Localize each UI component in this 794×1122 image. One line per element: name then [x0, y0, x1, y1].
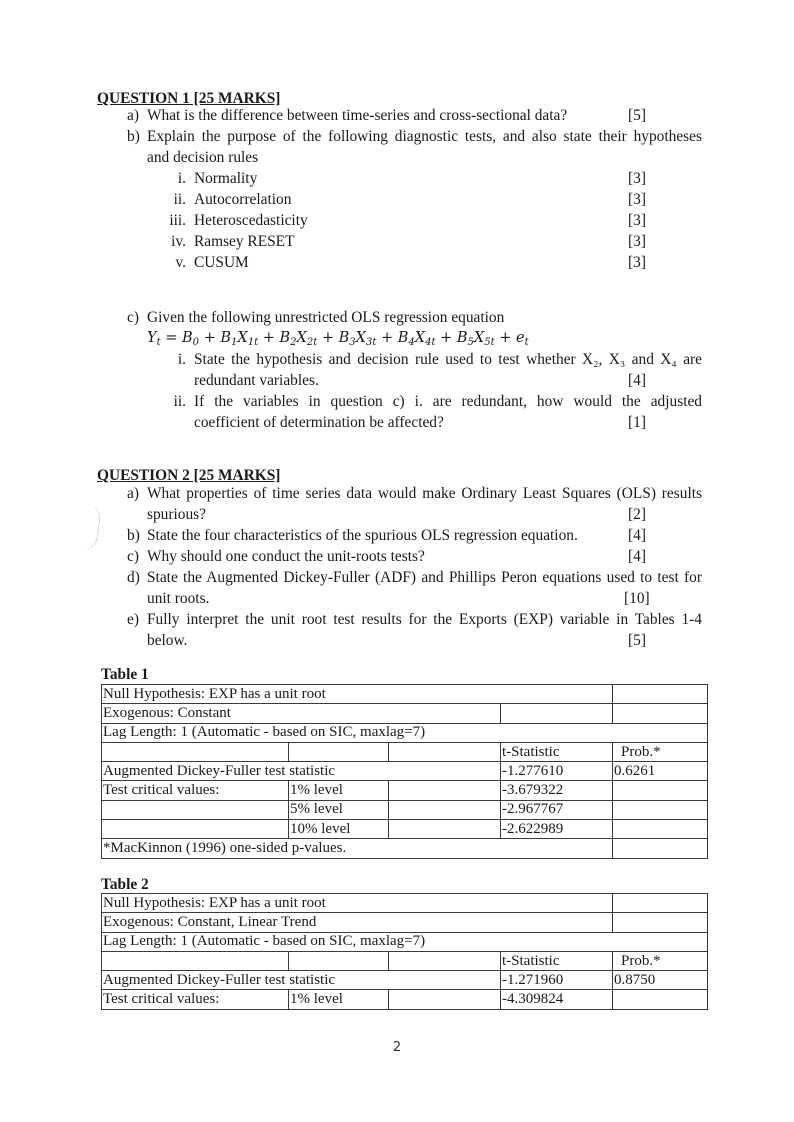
crit-level-cell: 1% level: [289, 781, 389, 800]
crit-value-cell: -4.309824: [501, 990, 613, 1009]
empty-cell: [102, 800, 289, 819]
q1a-marks: [5]: [628, 107, 646, 124]
table-row: [102, 990, 708, 1009]
q2-item-line1: Why should one conduct the unit-roots tests?: [147, 548, 425, 565]
q2-item-label: c): [127, 548, 139, 565]
table-header-row: [102, 742, 708, 761]
empty-cell: [389, 951, 501, 970]
q1b-label: b): [127, 128, 140, 145]
exogenous-cell: Exogenous: Constant, Linear Trend: [102, 913, 613, 932]
table-row: [102, 913, 708, 932]
empty-cell: [102, 951, 289, 970]
q1c-item-line1: State the hypothesis and decision rule used to test whether X₂, X₃ and X₄ are: [194, 351, 702, 368]
q1c-item-marks: [4]: [628, 372, 646, 389]
table-row: [102, 932, 708, 951]
empty-cell: [389, 781, 501, 800]
crit-level-cell: 5% level: [289, 800, 389, 819]
empty-cell: [613, 894, 708, 913]
q1c-item-marks: [1]: [628, 414, 646, 431]
q1c-item-line2: coefficient of determination be affected?: [194, 414, 444, 431]
q1b-item-marks: [3]: [628, 212, 646, 229]
crit-level-cell: 1% level: [289, 990, 389, 1009]
table-row: [102, 800, 708, 819]
empty-cell: [102, 742, 289, 761]
table-row: [102, 762, 708, 781]
crit-label-cell: Test critical values:: [102, 990, 289, 1009]
null-hypothesis-cell: Null Hypothesis: EXP has a unit root: [102, 685, 613, 704]
q2-item-marks: [5]: [628, 632, 646, 649]
q1b-item-num: iv.: [171, 233, 186, 250]
crit-value-cell: -2.622989: [501, 820, 613, 839]
q1b-item-num: ii.: [173, 191, 186, 208]
exogenous-cell: Exogenous: Constant: [102, 704, 501, 723]
empty-cell: [613, 781, 708, 800]
lag-length-cell: Lag Length: 1 (Automatic - based on SIC, maxlag=7): [102, 932, 708, 951]
q1c-text: Given the following unrestricted OLS regression equation: [147, 309, 505, 326]
q2-item-line1: State the four characteristics of the spurious OLS regression equation.: [147, 527, 578, 544]
table-1-title: Table 1: [101, 666, 149, 683]
table-row: [102, 971, 708, 990]
q2-item-label: b): [127, 527, 140, 544]
table-row: [102, 685, 708, 704]
adf-label-cell: Augmented Dickey-Fuller test statistic: [102, 971, 501, 990]
q1b-item-num: iii.: [169, 212, 186, 229]
empty-cell: [613, 800, 708, 819]
scan-artifact-mark: [81, 504, 102, 552]
q1a-text: What is the difference between time-series and cross-sectional data?: [147, 107, 568, 124]
q1b-item-text: Heteroscedasticity: [194, 212, 308, 229]
null-hypothesis-cell: Null Hypothesis: EXP has a unit root: [102, 894, 613, 913]
empty-cell: [389, 990, 501, 1009]
empty-cell: [389, 800, 501, 819]
footnote-cell: *MacKinnon (1996) one-sided p-values.: [102, 839, 613, 858]
q1b-text-line2: and decision rules: [147, 149, 259, 166]
q2-item-label: e): [127, 611, 139, 628]
adf-prob-cell: 0.8750: [613, 971, 708, 990]
empty-cell: [613, 839, 708, 858]
col-header-prob: Prob.*: [613, 742, 708, 761]
adf-tstat-cell: -1.277610: [501, 762, 613, 781]
table-row: [102, 704, 708, 723]
table-header-row: [102, 951, 708, 970]
q2-item-marks: [4]: [628, 527, 646, 544]
empty-cell: [102, 820, 289, 839]
q2-item-marks: [4]: [628, 548, 646, 565]
adf-prob-cell: 0.6261: [613, 762, 708, 781]
q1b-item-text: Ramsey RESET: [194, 233, 295, 250]
empty-cell: [289, 742, 389, 761]
question-2-heading: QUESTION 2 [25 MARKS]: [97, 467, 281, 484]
table-2-title: Table 2: [101, 876, 149, 893]
empty-cell: [389, 820, 501, 839]
col-header-tstat: t-Statistic: [501, 742, 613, 761]
empty-cell: [613, 990, 708, 1009]
q2-item-label: a): [127, 485, 139, 502]
q1b-item-marks: [3]: [628, 254, 646, 271]
adf-tstat-cell: -1.271960: [501, 971, 613, 990]
empty-cell: [613, 913, 708, 932]
q2-item-line1: What properties of time series data would make Ordinary Least Squares (OLS) results: [147, 485, 702, 502]
q1b-item-marks: [3]: [628, 170, 646, 187]
table-row: [102, 723, 708, 742]
col-header-tstat: t-Statistic: [501, 951, 613, 970]
table-2-unit-root-test: [101, 893, 708, 1010]
empty-cell: [613, 685, 708, 704]
q1b-item-text: Autocorrelation: [194, 191, 292, 208]
crit-level-cell: 10% level: [289, 820, 389, 839]
q1b-item-num: i.: [177, 170, 186, 187]
q2-item-marks: [10]: [624, 590, 650, 607]
crit-value-cell: -3.679322: [501, 781, 613, 800]
crit-label-cell: Test critical values:: [102, 781, 289, 800]
crit-value-cell: -2.967767: [501, 800, 613, 819]
table-row: [102, 839, 708, 858]
q2-item-line2: unit roots.: [147, 590, 210, 607]
empty-cell: [613, 704, 708, 723]
empty-cell: [389, 742, 501, 761]
q1c-item-line1: If the variables in question c) i. are redundant, how would the adjusted: [194, 393, 702, 410]
table-row: [102, 781, 708, 800]
q1b-item-num: v.: [175, 254, 186, 271]
adf-label-cell: Augmented Dickey-Fuller test statistic: [102, 762, 501, 781]
empty-cell: [613, 820, 708, 839]
lag-length-cell: Lag Length: 1 (Automatic - based on SIC, maxlag=7): [102, 723, 708, 742]
q2-item-line2: below.: [147, 632, 188, 649]
q1b-item-marks: [3]: [628, 233, 646, 250]
q1b-item-text: CUSUM: [194, 254, 249, 271]
empty-cell: [289, 951, 389, 970]
table-row: [102, 820, 708, 839]
q1c-item-num: ii.: [173, 393, 186, 410]
q1b-text-line1: Explain the purpose of the following diagnostic tests, and also state their hypotheses: [147, 128, 702, 145]
q2-item-label: d): [127, 569, 140, 586]
regression-equation: $Y_t = B_0 + B_1X_{1t} + B_2X_{2t} + B_3X_{3t} + B_4X_{4t} + B_5X_{5t} + e_t$: [147, 330, 529, 348]
q1b-item-marks: [3]: [628, 191, 646, 208]
question-1-heading: QUESTION 1 [25 MARKS]: [97, 90, 281, 107]
q1c-item-line2: redundant variables.: [194, 372, 319, 389]
page-number: 2: [392, 1040, 402, 1055]
q1a-label: a): [127, 107, 139, 124]
q1c-item-num: i.: [177, 351, 186, 368]
q2-item-line1: Fully interpret the unit root test results for the Exports (EXP) variable in Tables 1-4: [147, 611, 702, 628]
table-1-unit-root-test: [101, 684, 708, 859]
empty-cell: [501, 704, 613, 723]
q2-item-line1: State the Augmented Dickey-Fuller (ADF) and Phillips Peron equations used to test for: [147, 569, 702, 586]
col-header-prob: Prob.*: [613, 951, 708, 970]
q2-item-marks: [2]: [628, 506, 646, 523]
q1c-label: c): [127, 309, 139, 326]
q2-item-line2: spurious?: [147, 506, 206, 523]
q1b-item-text: Normality: [194, 170, 258, 187]
table-row: [102, 894, 708, 913]
